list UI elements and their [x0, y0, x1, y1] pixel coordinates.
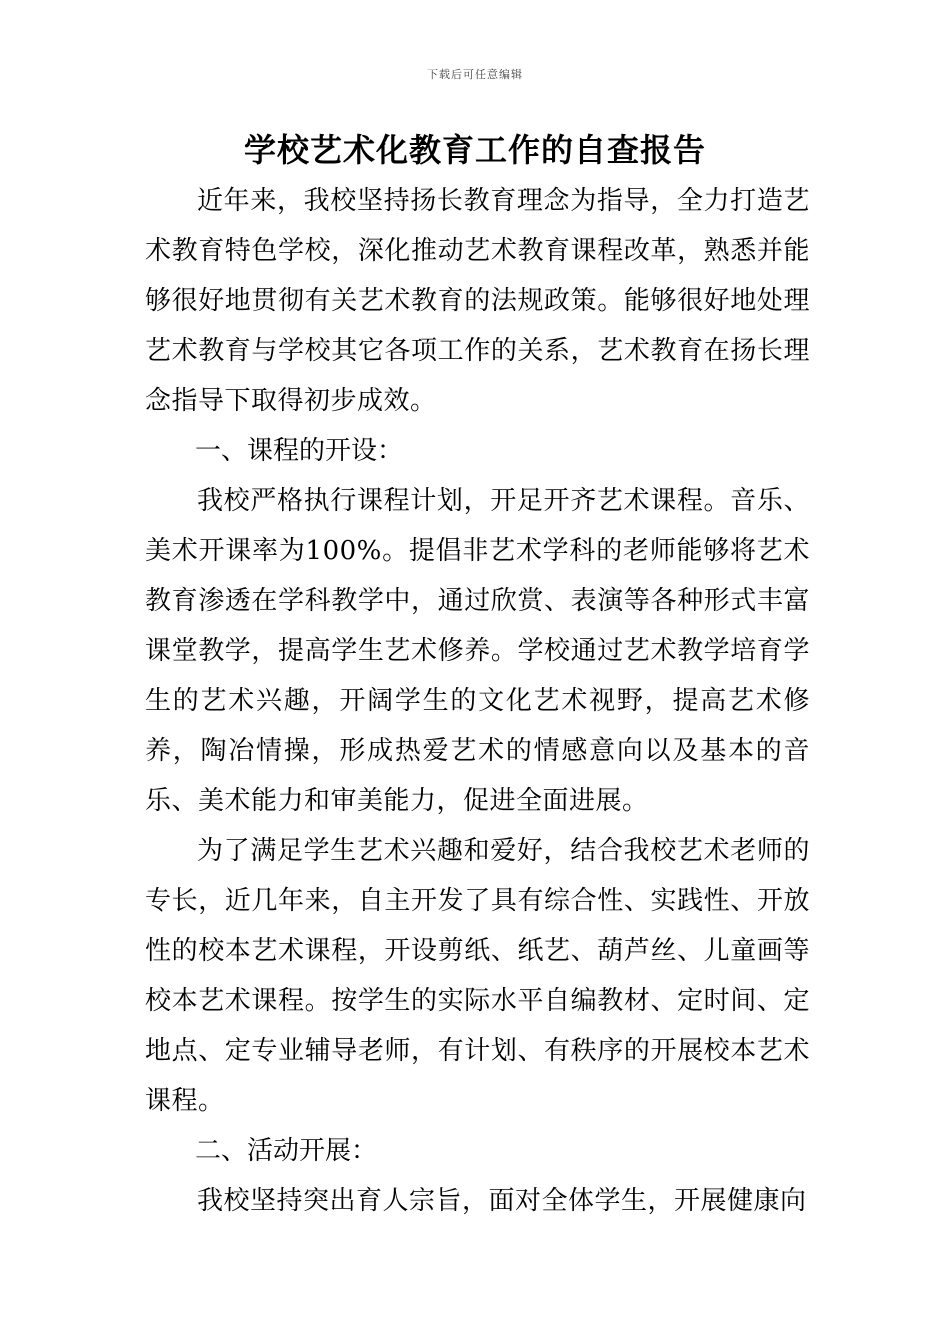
document-body [145, 176, 810, 1226]
courses-paragraph-1: 我校严格执行课程计划，开足开齐艺术课程。音乐、美术开课率为100%。提倡非艺术学科的老师能够将艺术教育渗透在学科教学中，通过欣赏、表演等各种形式丰富课堂教学，提高学生艺术修养。学校通过艺术教学培育学生的艺术兴趣，开阔学生的文化艺术视野，提高艺术修养，陶冶情操，形成热爱艺术的情感意向以及基本的音乐、美术能力和审美能力，促进全面进展。 [145, 486, 810, 816]
document-title: 学校艺术化教育工作的自查报告 [243, 131, 706, 169]
intro-paragraph: 近年来，我校坚持扬长教育理念为指导，全力打造艺术教育特色学校，深化推动艺术教育课程改革，熟悉并能够很好地贯彻有关艺术教育的法规政策。能够很好地处理艺术教育与学校其它各项工作的关系，艺术教育在扬长理念指导下取得初步成效。 [145, 186, 810, 416]
section-heading-activities: 二、活动开展： [195, 1136, 378, 1166]
courses-paragraph-2: 为了满足学生艺术兴趣和爱好，结合我校艺术老师的专长，近几年来，自主开发了具有综合性、实践性、开放性的校本艺术课程，开设剪纸、纸艺、葫芦丝、儿童画等校本艺术课程。按学生的实际水平自编教材、定时间、定地点、定专业辅导老师，有计划、有秩序的开展校本艺术课程。 [145, 836, 810, 1116]
section-heading-courses: 一、课程的开设： [195, 436, 404, 466]
activities-paragraph-1: 我校坚持突出育人宗旨，面对全体学生，开展健康向 [197, 1186, 807, 1216]
header-note: 下载后可任意编辑 [427, 68, 523, 81]
